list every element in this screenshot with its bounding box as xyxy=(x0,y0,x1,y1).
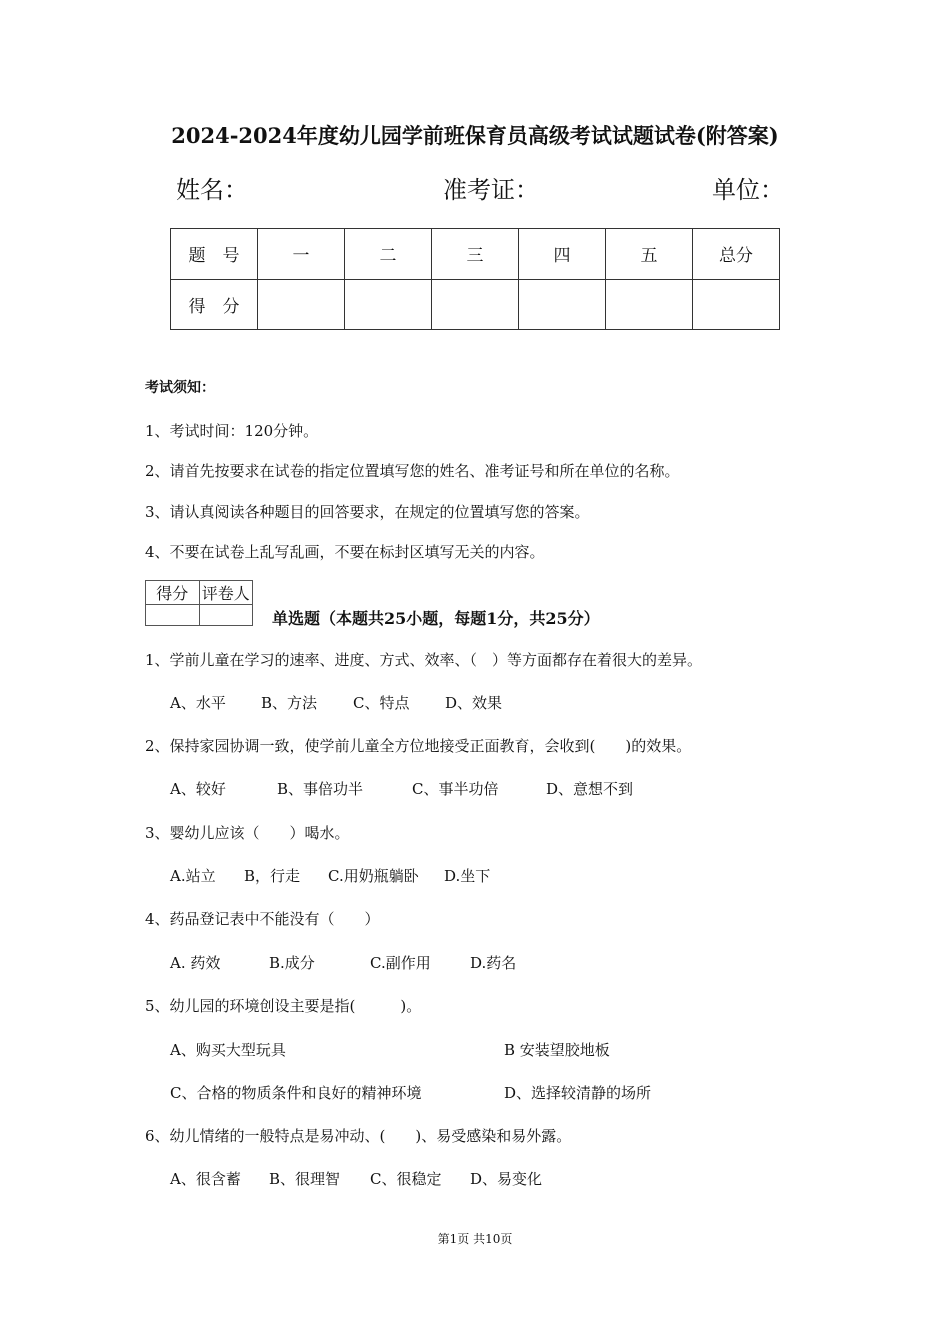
grader-score-label: 得分 xyxy=(146,581,200,605)
q5-option-a: A、购买大型玩具 xyxy=(170,1041,286,1059)
q6-option-a: A、很含蓄 xyxy=(170,1170,241,1188)
score-row-label: 得 分 xyxy=(171,279,258,330)
score-entry[interactable] xyxy=(606,279,693,330)
score-table-header-row xyxy=(171,229,780,280)
notice-item: 2、请首先按要求在试卷的指定位置填写您的姓名、准考证号和所在单位的名称。 xyxy=(145,462,680,480)
section-heading: 单选题（本题共25小题，每题1分，共25分） xyxy=(272,609,600,628)
question-5: 5、幼儿园的环境创设主要是指( )。 xyxy=(145,997,422,1015)
unit-label: 单位： xyxy=(712,176,784,204)
score-entry[interactable] xyxy=(519,279,606,330)
score-cell-q2: 二 xyxy=(345,229,432,280)
score-entry[interactable] xyxy=(693,279,780,330)
q6-option-d: D、易变化 xyxy=(470,1170,543,1188)
question-2: 2、保持家园协调一致，使学前儿童全方位地接受正面教育，会收到( )的效果。 xyxy=(145,737,692,755)
question-3: 3、婴幼儿应该（ ）喝水。 xyxy=(145,824,350,842)
exam-number-label: 准考证： xyxy=(443,176,539,204)
question-4: 4、药品登记表中不能没有（ ） xyxy=(145,910,380,928)
notice-item: 1、考试时间：120分钟。 xyxy=(145,422,319,440)
score-cell-total: 总分 xyxy=(693,229,780,280)
question-6: 6、幼儿情绪的一般特点是易冲动、( )、易受感染和易外露。 xyxy=(145,1127,572,1145)
q4-option-b: B.成分 xyxy=(269,954,315,972)
notice-item: 3、请认真阅读各种题目的回答要求，在规定的位置填写您的答案。 xyxy=(145,503,590,521)
q3-option-b: B，行走 xyxy=(244,867,301,885)
q1-option-a: A、水平 xyxy=(170,694,226,712)
name-label: 姓名： xyxy=(176,176,248,204)
q1-option-c: C、特点 xyxy=(353,694,410,712)
grader-score-entry[interactable] xyxy=(146,605,200,626)
q6-option-c: C、很稳定 xyxy=(370,1170,442,1188)
q4-option-d: D.药名 xyxy=(470,954,517,972)
q3-option-d: D.坐下 xyxy=(444,867,491,885)
grader-name-entry[interactable] xyxy=(199,605,253,626)
notice-heading: 考试须知： xyxy=(145,380,215,396)
notice-item: 4、不要在试卷上乱写乱画，不要在标封区填写无关的内容。 xyxy=(145,543,545,561)
score-table-score-row xyxy=(171,279,780,330)
grader-name-label: 评卷人 xyxy=(199,581,253,605)
score-entry[interactable] xyxy=(432,279,519,330)
score-cell-q3: 三 xyxy=(432,229,519,280)
page-footer: 第1页 共10页 xyxy=(437,1232,513,1246)
score-cell-q5: 五 xyxy=(606,229,693,280)
q5-option-c: C、合格的物质条件和良好的精神环境 xyxy=(170,1084,422,1102)
score-cell-q4: 四 xyxy=(519,229,606,280)
q4-option-a: A. 药效 xyxy=(170,954,221,972)
q3-option-a: A.站立 xyxy=(170,867,216,885)
score-entry[interactable] xyxy=(258,279,345,330)
q1-option-b: B、方法 xyxy=(261,694,318,712)
page-title: 2024-2024年度幼儿园学前班保育员高级考试试题试卷(附答案) xyxy=(171,123,779,148)
q2-option-b: B、事倍功半 xyxy=(277,780,364,798)
score-table xyxy=(170,228,780,330)
q2-option-c: C、事半功倍 xyxy=(412,780,499,798)
q6-option-b: B、很理智 xyxy=(269,1170,341,1188)
q5-option-d: D、选择较清静的场所 xyxy=(504,1084,652,1102)
grader-box xyxy=(145,580,253,626)
score-entry[interactable] xyxy=(345,279,432,330)
q3-option-c: C.用奶瓶躺卧 xyxy=(328,867,419,885)
score-cell-q1: 一 xyxy=(258,229,345,280)
q4-option-c: C.副作用 xyxy=(370,954,431,972)
q1-option-d: D、效果 xyxy=(445,694,503,712)
q2-option-a: A、较好 xyxy=(170,780,226,798)
q2-option-d: D、意想不到 xyxy=(546,780,634,798)
q5-option-b: B 安装望胶地板 xyxy=(504,1041,610,1059)
question-1: 1、学前儿童在学习的速率、进度、方式、效率、（ ）等方面都存在着很大的差异。 xyxy=(145,651,703,669)
score-cell-label: 题 号 xyxy=(171,229,258,280)
